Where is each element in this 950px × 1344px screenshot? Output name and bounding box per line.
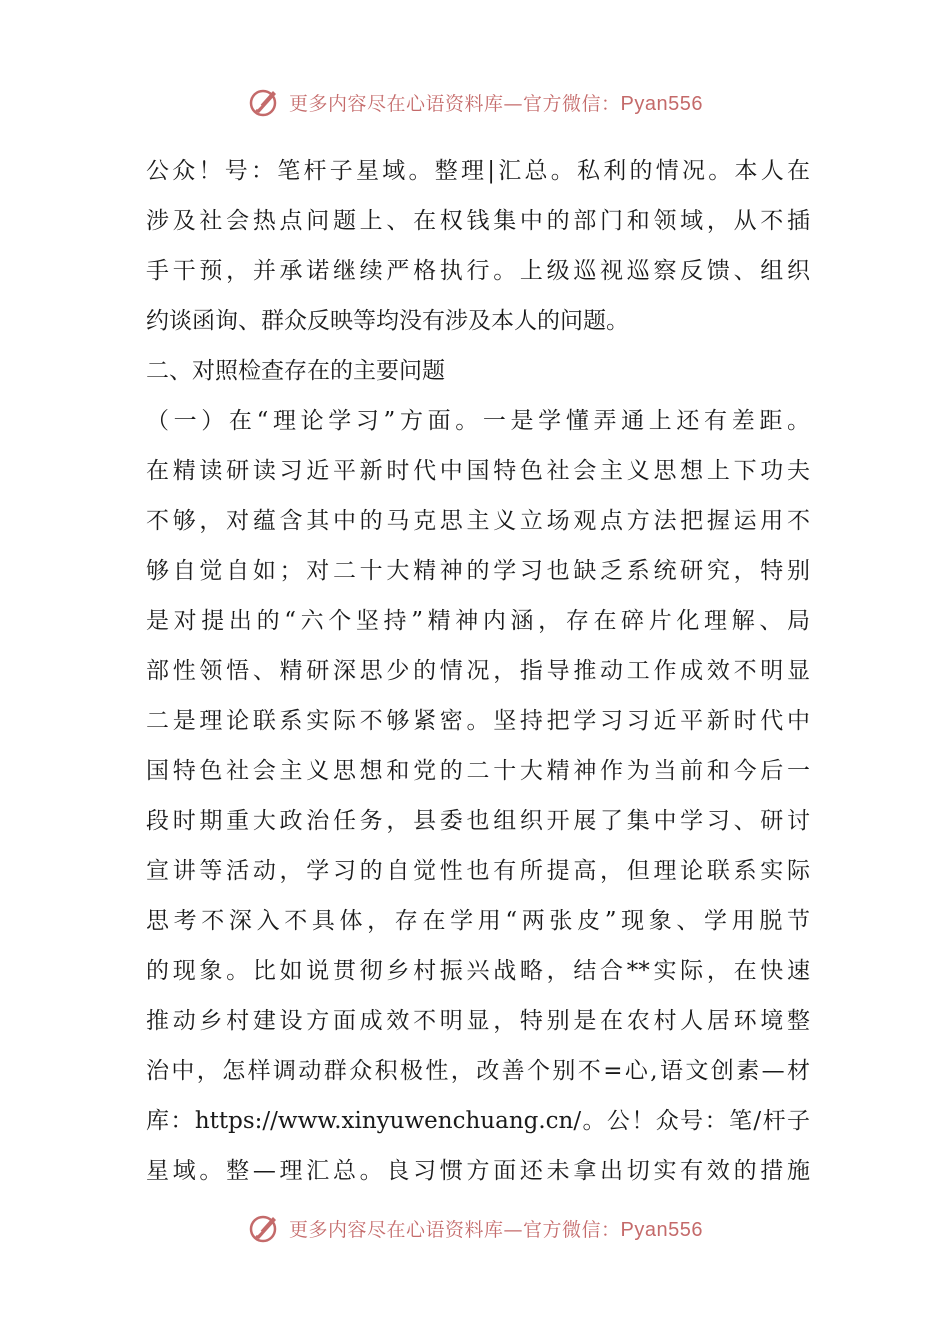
text-line: 宣讲等活动，学习的自觉性也有所提高，但理论联系实际: [146, 858, 810, 884]
footer-banner-id: Pyan556: [620, 1218, 703, 1241]
text-line: 库：https://www.xinyuwenchuang.cn/。公！众号：笔/杆子: [146, 1108, 810, 1134]
text-line: 星域。整—理汇总。良习惯方面还未拿出切实有效的措施: [146, 1158, 810, 1184]
text-line: 段时期重大政治任务，县委也组织开展了集中学习、研讨: [146, 808, 810, 834]
text-line: 在精读研读习近平新时代中国特色社会主义思想上下功夫: [146, 458, 810, 484]
text-line: 够自觉自如；对二十大精神的学习也缺乏系统研究，特别: [146, 558, 810, 584]
header-banner-id: Pyan556: [620, 92, 703, 115]
text-line: 公众！号：笔杆子星域。整理|汇总。私利的情况。本人在: [146, 158, 810, 184]
text-line: 二是理论联系实际不够紧密。坚持把学习习近平新时代中: [146, 708, 810, 734]
text-line: 不够，对蕴含其中的马克思主义立场观点方法把握运用不: [146, 508, 810, 534]
quill-logo-icon: [247, 1211, 281, 1245]
text-line: 手干预，并承诺继续严格执行。上级巡视巡察反馈、组织: [146, 258, 810, 284]
header-banner: [0, 82, 950, 122]
text-line: 治中，怎样调动群众积极性，改善个别不=心,语文创素—材: [146, 1058, 810, 1084]
text-line: 推动乡村建设方面成效不明显，特别是在农村人居环境整: [146, 1008, 810, 1034]
quill-logo-icon: [247, 85, 281, 119]
footer-banner-text: 更多内容尽在心语资料库—官方微信：Pyan556: [289, 1218, 703, 1241]
text-line: 国特色社会主义思想和党的二十大精神作为当前和今后一: [146, 758, 810, 784]
text-line: 约谈函询、群众反映等均没有涉及本人的问题。: [146, 308, 629, 334]
text-line: 二、对照检查存在的主要问题: [146, 358, 445, 384]
footer-banner: [0, 1208, 950, 1248]
text-line: 是对提出的“六个坚持”精神内涵，存在碎片化理解、局: [146, 608, 810, 634]
text-line: （一）在“理论学习”方面。一是学懂弄通上还有差距。: [146, 408, 810, 434]
text-line: 涉及社会热点问题上、在权钱集中的部门和领域，从不插: [146, 208, 810, 234]
text-line: 部性领悟、精研深思少的情况，指导推动工作成效不明显: [146, 658, 810, 684]
header-banner-text: 更多内容尽在心语资料库—官方微信：Pyan556: [289, 92, 703, 115]
text-line: 的现象。比如说贯彻乡村振兴战略，结合**实际，在快速: [146, 958, 810, 984]
document-body: [146, 146, 810, 1196]
text-line: 思考不深入不具体，存在学用“两张皮”现象、学用脱节: [146, 908, 810, 934]
